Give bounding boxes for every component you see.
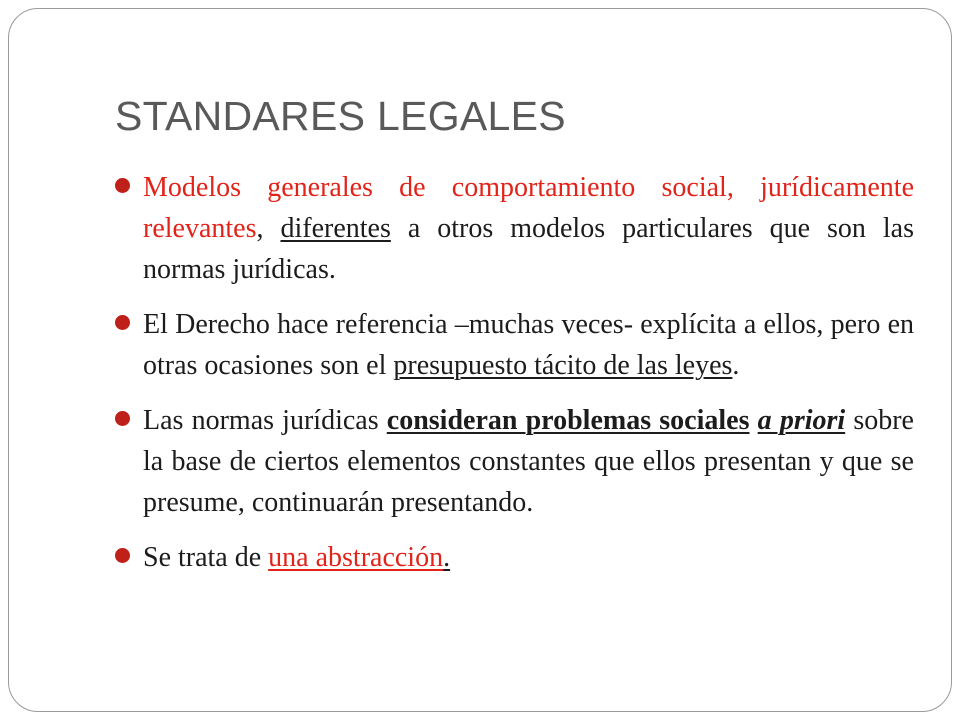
text-bolditalic-underlined: a priori xyxy=(757,405,846,436)
text xyxy=(749,405,757,436)
text: sobre la base de ciertos elementos constantes que ellos presentan y que se presume, continuarán presentando. xyxy=(143,405,914,518)
bullet-icon xyxy=(115,315,130,330)
text: , xyxy=(256,213,281,244)
bullet-icon xyxy=(115,178,130,193)
slide-frame xyxy=(8,8,952,712)
text: a otros modelos particulares que son las normas jurídicas. xyxy=(143,213,915,285)
bullet-item-3 xyxy=(114,400,914,523)
bullet-item-1 xyxy=(114,167,914,290)
text-red-underlined: una abstracción xyxy=(268,542,444,573)
bullet-icon xyxy=(115,411,130,426)
text-underlined: diferentes xyxy=(280,213,391,244)
text: El Derecho hace referencia –muchas veces- explícita a ellos, pero en otras ocasiones son el xyxy=(143,309,914,381)
text-underlined: . xyxy=(443,542,451,573)
bullet-list xyxy=(114,167,914,578)
text-underlined: presupuesto tácito de las leyes xyxy=(393,350,733,381)
text-bold-underlined: consideran problemas sociales xyxy=(386,405,750,436)
slide-title: STANDARES LEGALES xyxy=(115,93,566,139)
text: Las normas jurídicas xyxy=(143,405,387,436)
text-red: Modelos generales de comportamiento social, jurídicamente relevantes xyxy=(143,172,914,244)
bullet-item-4 xyxy=(114,537,914,578)
bullet-icon xyxy=(115,548,130,563)
text: . xyxy=(732,350,740,381)
bullet-item-2 xyxy=(114,304,914,386)
text: Se trata de xyxy=(143,542,269,573)
